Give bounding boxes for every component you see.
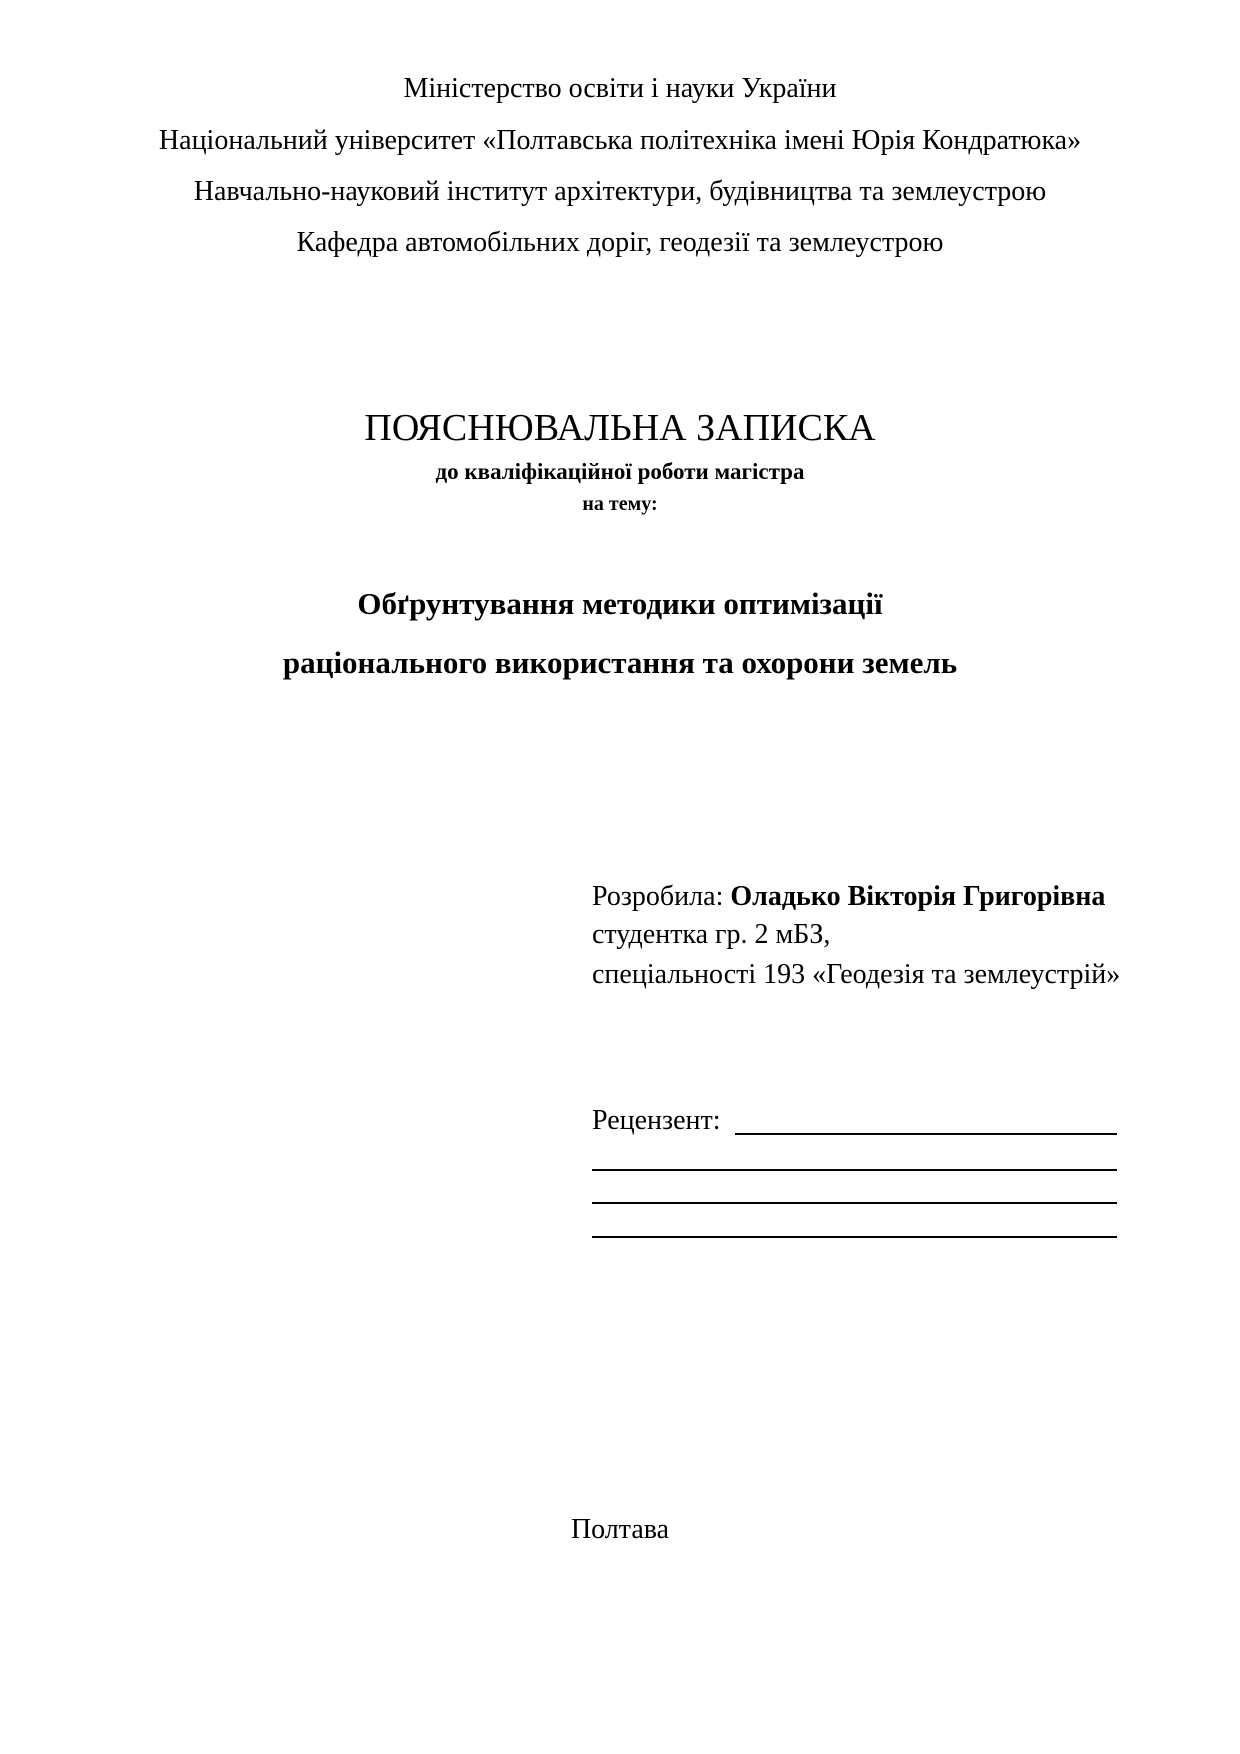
reviewer-line-1 [735,1133,1117,1135]
university-line: Національний університет «Полтавська політехніка імені Юрія Кондратюка» [158,125,1082,156]
department-line: Кафедра автомобільних доріг, геодезії та землеустрою [296,227,944,258]
document-title: ПОЯСНЮВАЛЬНА ЗАПИСКА [364,407,876,449]
ministry-line: Міністерство освіти і науки України [403,73,837,104]
topic-line-1: Обґрунтування методики оптимізації [357,586,883,621]
author-name: Оладько Вікторія Григорівна [730,881,1106,912]
author-line [592,880,1192,914]
author-specialty: спеціальності 193 «Геодезія та землеустрій» [592,959,1121,990]
reviewer-line-4 [592,1236,1117,1238]
reviewer-line-2 [592,1169,1117,1171]
city-line: Полтава [570,1514,670,1545]
on-topic-label: на тему: [582,493,658,515]
reviewer-line-3 [592,1202,1117,1204]
document-subtitle: до кваліфікаційної роботи магістра [435,459,805,484]
institute-line: Навчально-науковий інститут архітектури, будівництва та землеустрою [193,176,1047,207]
author-label: Розробила: [592,881,724,912]
reviewer-label: Рецензент: [592,1105,721,1136]
topic-line-2: раціонального використання та охорони земель [282,645,958,680]
author-group: студентка гр. 2 мБЗ, [592,919,831,950]
